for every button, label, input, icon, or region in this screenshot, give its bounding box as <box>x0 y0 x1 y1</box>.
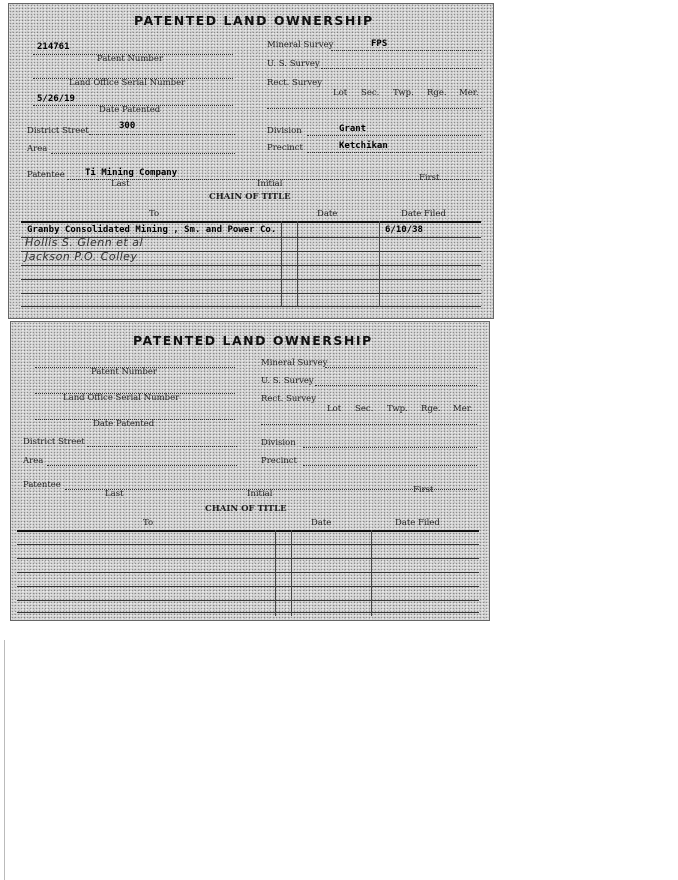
first-label: First <box>419 173 440 183</box>
patentee-value: Ti Mining Company <box>85 168 178 178</box>
mineral-survey-value: FPS <box>371 39 388 49</box>
chain-of-title-heading: CHAIN OF TITLE <box>205 504 287 514</box>
area-label: Area <box>23 456 44 466</box>
land-office-serial-label: Land Office Serial Number <box>69 78 186 88</box>
card-title: PATENTED LAND OWNERSHIP <box>134 13 374 28</box>
chain-of-title-heading: CHAIN OF TITLE <box>209 192 291 202</box>
sec-label: Sec. <box>361 88 380 98</box>
handwritten-entry-1: Hollis S. Glenn et al <box>25 236 144 249</box>
mer-label: Mer. <box>453 404 473 414</box>
chain-row-1-date-filed: 6/10/38 <box>385 225 423 235</box>
mineral-survey-label: Mineral Survey <box>261 358 328 368</box>
lot-label: Lot <box>327 404 342 414</box>
handwritten-entry-2: Jackson P.O. Colley <box>25 250 138 263</box>
first-label: First <box>413 485 434 495</box>
date-filed-column-label: Date Filed <box>395 518 440 528</box>
division-label: Division <box>267 126 302 136</box>
precinct-label: Precinct <box>261 456 297 466</box>
patentee-label: Patentee <box>23 480 61 490</box>
district-street-value: 300 <box>119 121 136 131</box>
precinct-label: Precinct <box>267 143 303 153</box>
last-label: Last <box>111 179 130 189</box>
rect-survey-label: Rect. Survey <box>267 78 323 88</box>
division-label: Division <box>261 438 296 448</box>
mer-label: Mer. <box>459 88 479 98</box>
twp-label: Twp. <box>387 404 408 414</box>
patent-number-value: 214761 <box>37 42 70 52</box>
chain-row-1-to: Granby Consolidated Mining , Sm. and Power Co. <box>27 225 277 235</box>
patentee-label: Patentee <box>27 170 65 180</box>
division-value: Grant <box>339 124 367 134</box>
district-street-label: District Street <box>23 437 85 447</box>
twp-label: Twp. <box>393 88 414 98</box>
us-survey-label: U. S. Survey <box>261 376 314 386</box>
to-column-label: To <box>143 518 154 528</box>
initial-label: Initial <box>247 489 273 499</box>
scan-margin-line <box>4 640 5 880</box>
patent-card-2 <box>10 321 490 621</box>
area-label: Area <box>27 144 48 154</box>
date-patented-label: Date Patented <box>99 105 161 115</box>
initial-label: Initial <box>257 179 283 189</box>
sec-label: Sec. <box>355 404 374 414</box>
date-column-label: Date <box>311 518 332 528</box>
mineral-survey-label: Mineral Survey <box>267 40 334 50</box>
patent-number-label: Patent Number <box>97 54 163 64</box>
patent-number-label: Patent Number <box>91 367 157 377</box>
rge-label: Rge. <box>427 88 447 98</box>
date-column-label: Date <box>317 209 338 219</box>
precinct-value: Ketchikan <box>339 141 388 151</box>
date-filed-column-label: Date Filed <box>401 209 446 219</box>
date-patented-label: Date Patented <box>93 419 155 429</box>
rge-label: Rge. <box>421 404 441 414</box>
patent-card-1 <box>8 3 494 319</box>
card-title: PATENTED LAND OWNERSHIP <box>133 333 373 348</box>
last-label: Last <box>105 489 124 499</box>
us-survey-label: U. S. Survey <box>267 59 320 69</box>
to-column-label: To <box>149 209 160 219</box>
lot-label: Lot <box>333 88 348 98</box>
date-patented-value: 5/26/19 <box>37 94 75 104</box>
land-office-serial-label: Land Office Serial Number <box>63 393 180 403</box>
district-street-label: District Street <box>27 126 89 136</box>
rect-survey-label: Rect. Survey <box>261 394 317 404</box>
